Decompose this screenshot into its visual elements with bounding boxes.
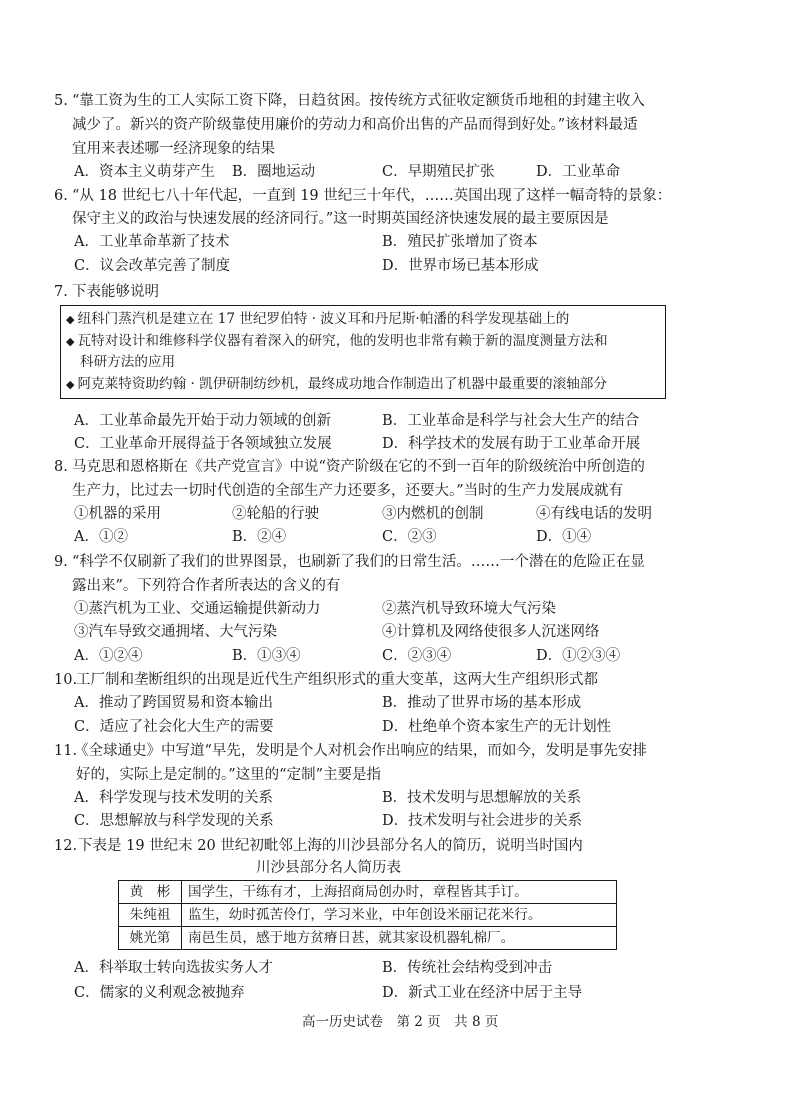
question-10-option-c: C．适应了社会化大生产的需要: [74, 719, 274, 735]
table-cell-bio: 国学生，干练有才，上海招商局创办时，章程皆其手订。: [182, 881, 617, 904]
question-5-stem-line3: 宜用来表述哪一经济现象的结果: [72, 141, 275, 157]
diamond-bullet-icon: ◆: [66, 378, 75, 391]
page-footer: 高一历史试卷 第 2 页 共 8 页: [302, 1014, 499, 1030]
question-6-number: 6.: [54, 188, 68, 204]
question-5-stem-line2: 减少了。新兴的资产阶级靠使用廉价的劳动力和高价出售的产品而得到好处。”该材料最适: [72, 117, 638, 133]
diamond-bullet-icon: ◆: [66, 335, 75, 348]
question-8-number: 8.: [54, 459, 68, 475]
question-6-stem-line1: “从 18 世纪七八十年代起，一直到 19 世纪三十年代，……英国出现了这样一幅奇特的景象：: [72, 188, 672, 204]
question-10-stem-line1: 工厂制和垄断组织的出现是近代生产组织形式的重大变革，这两大生产组织形式都: [76, 672, 598, 688]
question-8-item-1: ①机器的采用: [74, 506, 161, 522]
question-8-stem-line2: 生产力，比过去一切时代创造的全部生产力还要多，还要大。”当时的生产力发展成就有: [72, 483, 624, 499]
question-6-option-b: B．殖民扩张增加了资本: [382, 234, 538, 250]
question-10-number: 10.: [54, 672, 78, 688]
question-8-option-c: C．②③: [382, 529, 437, 545]
question-9-item-3: ③汽车导致交通拥堵、大气污染: [74, 624, 277, 640]
question-7-option-b: B．工业革命是科学与社会大生产的结合: [382, 413, 640, 429]
material-item-2: [66, 331, 608, 352]
question-9-item-1: ①蒸汽机为工业、交通运输提供新动力: [74, 601, 321, 617]
question-11-option-d: D．技术发明与社会进步的关系: [382, 813, 583, 829]
question-6-option-a: A．工业革命革新了技术: [74, 234, 230, 250]
table-row: [119, 927, 617, 950]
question-10-option-a: A．推动了跨国贸易和资本输出: [74, 695, 273, 711]
question-9-option-a: A．①②④: [74, 648, 143, 664]
material-item-3: [66, 374, 607, 395]
question-5-option-c: C．早期殖民扩张: [382, 164, 495, 180]
question-8-option-a: A．①②: [74, 529, 128, 545]
question-10-option-b: B．推动了世界市场的基本形成: [382, 695, 582, 711]
question-9-stem-line1: “科学不仅刷新了我们的世界图景，也刷新了我们的日常生活。……一个潜在的危险正在显: [72, 554, 645, 570]
question-6-option-c: C．议会改革完善了制度: [74, 258, 231, 274]
table-cell-bio: 南邑生员，感于地方贫瘠日甚，就其家设机器轧棉厂。: [182, 927, 617, 950]
question-9-item-4: ④计算机及网络使很多人沉迷网络: [382, 624, 600, 640]
question-5-option-b: B．圈地运动: [232, 164, 316, 180]
table-cell-name: 朱纯祖: [119, 904, 182, 927]
question-8-item-3: ③内燃机的创制: [382, 506, 484, 522]
question-11-stem-line2: 好的，实际上是定制的。”这里的“定制”主要是指: [76, 767, 381, 783]
question-6-option-d: D．世界市场已基本形成: [382, 258, 539, 274]
question-8-item-2: ②轮船的行驶: [232, 506, 319, 522]
question-9-option-b: B．①③④: [232, 648, 301, 664]
question-12-option-d: D．新式工业在经济中居于主导: [382, 985, 583, 1001]
question-8-option-d: D．①④: [536, 529, 592, 545]
table-cell-bio: 监生，幼时孤苦伶仃，学习米业，中年创设米丽记花米行。: [182, 904, 617, 927]
material-text-2a: 瓦特对设计和维修科学仪器有着深入的研究，他的发明也非常有赖于新的温度测量方法和: [77, 333, 608, 349]
question-9-item-2: ②蒸汽机导致环境大气污染: [382, 601, 556, 617]
material-text-2b: 科研方法的应用: [80, 354, 176, 370]
material-text-1: 纽科门蒸汽机是建立在 17 世纪罗伯特 · 波义耳和丹尼斯·帕潘的科学发现基础上的: [77, 311, 570, 327]
question-5-option-d: D．工业革命: [536, 164, 621, 180]
question-7-option-a: A．工业革命最先开始于动力领域的创新: [74, 413, 331, 429]
table-row: [119, 904, 617, 927]
table-row: [119, 881, 617, 904]
diamond-bullet-icon: ◆: [66, 313, 75, 326]
question-8-option-b: B．②④: [232, 529, 287, 545]
question-7-option-c: C．工业革命开展得益于各领域独立发展: [74, 436, 332, 452]
table-title: 川沙县部分名人简历表: [256, 860, 401, 876]
question-8-stem-line1: 马克思和恩格斯在《共产党宣言》中说“资产阶级在它的不到一百年的阶级统治中所创造的: [72, 459, 645, 475]
question-11-option-a: A．科学发现与技术发明的关系: [74, 790, 273, 806]
question-5-number: 5.: [54, 93, 68, 109]
table-cell-name: 姚光第: [119, 927, 182, 950]
material-text-3: 阿克莱特资助约翰 · 凯伊研制纺纱机，最终成功地合作制造出了机器中最重要的滚轴部分: [77, 376, 607, 392]
question-12-option-c: C．儒家的义利观念被抛弃: [74, 985, 245, 1001]
question-5-stem-line1: “靠工资为生的工人实际工资下降，日趋贫困。按传统方式征收定额货币地租的封建主收入: [72, 93, 645, 109]
question-7-number: 7.: [54, 284, 68, 300]
question-9-number: 9.: [54, 554, 68, 570]
question-11-number: 11.: [54, 743, 78, 759]
question-7-stem: 下表能够说明: [72, 284, 159, 300]
question-5-option-a: A．资本主义萌芽产生: [74, 164, 215, 180]
question-11-option-c: C．思想解放与科学发现的关系: [74, 813, 274, 829]
question-12-stem-line1: 下表是 19 世纪末 20 世纪初毗邻上海的川沙县部分名人的简历，说明当时国内: [78, 838, 583, 854]
question-9-option-d: D．①②③④: [536, 648, 621, 664]
material-item-1: [66, 309, 569, 330]
question-12-option-b: B．传统社会结构受到冲击: [382, 960, 553, 976]
question-12-option-a: A．科举取士转向选拔实务人才: [74, 960, 273, 976]
question-10-option-d: D．杜绝单个资本家生产的无计划性: [382, 719, 612, 735]
question-11-option-b: B．技术发明与思想解放的关系: [382, 790, 582, 806]
question-7-option-d: D．科学技术的发展有助于工业革命开展: [382, 436, 641, 452]
question-12-number: 12.: [54, 838, 78, 854]
question-8-item-4: ④有线电话的发明: [536, 506, 652, 522]
question-9-stem-line2: 露出来”。下列符合作者所表达的含义的有: [72, 578, 341, 594]
question-6-stem-line2: 保守主义的政治与快速发展的经济同行。”这一时期英国经济快速发展的最主要原因是: [72, 211, 609, 227]
question-9-option-c: C．②③④: [382, 648, 452, 664]
question-11-stem-line1: 《全球通史》中写道“早先，发明是个人对机会作出响应的结果，而如今，发明是事先安排: [74, 743, 647, 759]
table-cell-name: 黄 彬: [119, 881, 182, 904]
biography-table: [118, 880, 617, 950]
